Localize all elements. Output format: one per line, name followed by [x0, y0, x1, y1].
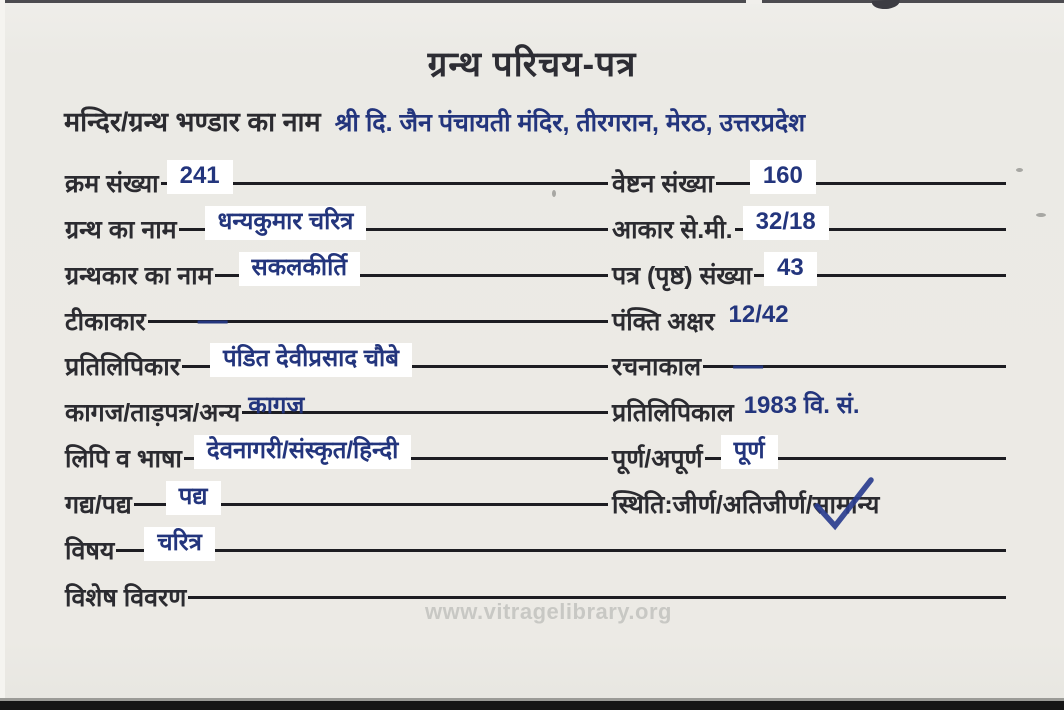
field-label: विषय [65, 537, 115, 565]
field-value: पूर्ण [721, 435, 778, 469]
field-label: क्रम संख्या [65, 170, 159, 198]
field-row-2 [65, 209, 1010, 245]
field-value: 1983 वि. सं. [743, 392, 860, 419]
scan-edge-left [0, 0, 5, 710]
field-label: वेष्टन संख्या [612, 170, 714, 198]
field-row-9 [65, 530, 1010, 566]
field-label: गद्य/पद्य [65, 491, 132, 519]
field-label: रचनाकाल [612, 353, 702, 381]
field-row-6 [65, 392, 1010, 428]
field-value: पद्य [166, 481, 221, 515]
field-label: स्थिति:जीर्ण/अतिजीर्ण/ [612, 491, 813, 519]
field-value: सकलकीर्ति [239, 252, 360, 286]
field-value: सामान्य [812, 491, 880, 519]
scan-edge-bottom [0, 701, 1064, 710]
field-label: प्रतिलिपिकाल [612, 399, 734, 427]
field-value: श्री दि. जैन पंचायती मंदिर, तीरगरान, मेरठ, उत्तरप्रदेश [334, 109, 806, 137]
condition-checked-option [813, 490, 880, 520]
field-label: टीकाकार [65, 308, 146, 336]
scan-speck [1016, 168, 1023, 172]
field-value: चरित्र [144, 527, 215, 561]
field-label: पूर्ण/अपूर्ण [612, 445, 703, 473]
field-label: ग्रन्थ का नाम [65, 216, 177, 244]
field-label: प्रतिलिपिकार [65, 353, 180, 381]
field-value: 32/18 [743, 206, 829, 240]
field-value: पंडित देवीप्रसाद चौबे [210, 343, 412, 377]
field-label: लिपि व भाषा [65, 445, 182, 473]
field-label: आकार से.मी. [612, 216, 733, 244]
field-value: 160 [750, 160, 816, 194]
field-value: देवनागरी/संस्कृत/हिन्दी [194, 435, 412, 469]
field-row-1 [65, 163, 1010, 199]
field-value: — [733, 349, 762, 382]
field-label: ग्रन्थकार का नाम [65, 262, 213, 290]
field-value: — [197, 304, 226, 337]
field-value: 241 [167, 160, 233, 194]
field-value: 43 [764, 252, 817, 286]
field-value: 12/42 [728, 301, 789, 328]
field-label: कागज/ताड़पत्र/अन्य [65, 399, 241, 427]
field-value: धन्यकुमार चरित्र [205, 206, 367, 240]
watermark: www.vitragelibrary.org [425, 599, 672, 624]
field-row-5 [65, 346, 1010, 382]
field-row-7 [65, 438, 1010, 474]
scan-corner-mark [872, 0, 901, 10]
field-label: विशेष विवरण [65, 584, 187, 612]
field-value: कागज [248, 392, 305, 419]
field-row-3 [65, 255, 1010, 291]
field-row-repository-name [64, 102, 1044, 139]
scan-speck [1036, 213, 1046, 217]
field-label: पंक्ति अक्षर [612, 308, 715, 336]
field-label: पत्र (पृष्ठ) संख्या [612, 262, 752, 290]
field-row-8 [65, 484, 1010, 520]
scan-edge-top-gap [746, 0, 762, 4]
scan-edge-top [0, 0, 1064, 3]
field-label: मन्दिर/ग्रन्थ भण्डार का नाम [64, 107, 321, 137]
page-title: ग्रन्थ परिचय-पत्र [427, 45, 637, 84]
field-row-4 [65, 301, 1010, 337]
